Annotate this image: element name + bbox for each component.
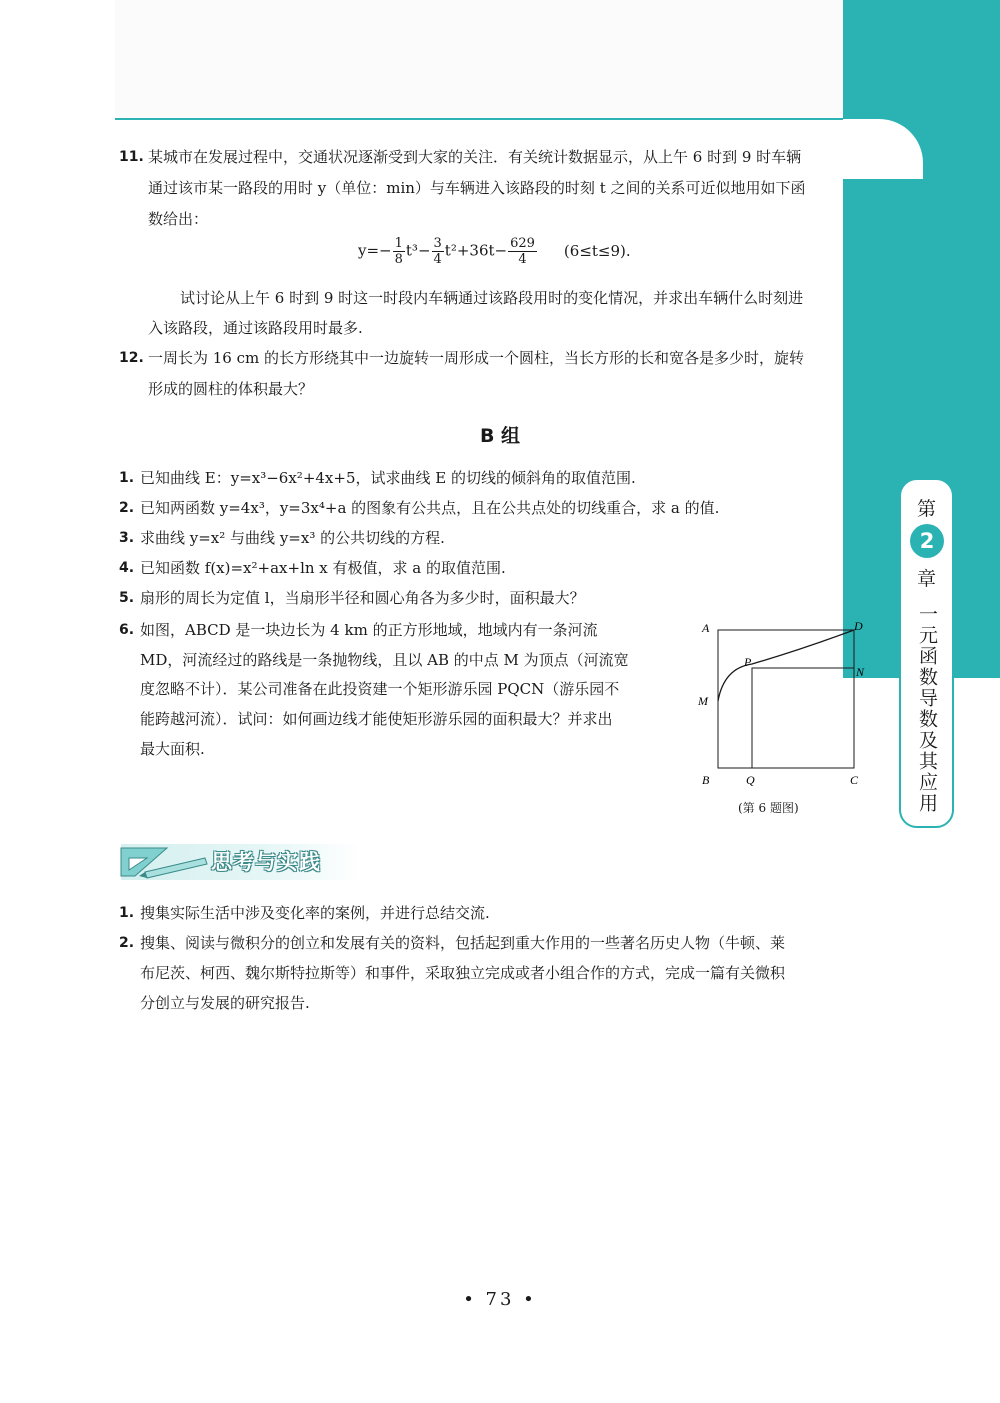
b4-number: 4.	[119, 560, 135, 576]
practice-1-number: 1.	[119, 905, 135, 921]
label-a: A	[702, 621, 710, 635]
label-m: M	[698, 694, 708, 708]
eq-condition: (6≤t≤9).	[563, 241, 631, 260]
b1-text: 已知曲线 E：y=x³−6x²+4x+5，试求曲线 E 的切线的倾斜角的取值范围.	[140, 469, 636, 487]
eq-frac3-num: 629	[510, 236, 535, 251]
eq-frac3-den: 4	[518, 252, 527, 267]
square-river-figure	[690, 612, 870, 792]
eq-frac2-den: 4	[433, 252, 442, 267]
practice-2-line-1: 搜集、阅读与微积分的创立和发展有关的资料，包括起到重大作用的一些著名历史人物（牛顿、莱	[140, 934, 786, 952]
b3-number: 3.	[119, 530, 135, 546]
eq-frac2-num: 3	[433, 236, 442, 251]
chapter-title: 一元函数导数及其应用	[916, 604, 938, 814]
b4-text: 已知函数 f(x)=x²+ax+ln x 有极值，求 a 的取值范围.	[140, 559, 506, 577]
eq-lhs: y=−	[358, 241, 392, 260]
label-q: Q	[746, 773, 755, 787]
b1-number: 1.	[119, 470, 135, 486]
problem-12-line-1: 一周长为 16 cm 的长方形绕其中一边旋转一周形成一个圆柱，当长方形的长和宽各是多少时，旋转	[148, 349, 805, 367]
problem-11-line-2: 通过该市某一路段的用时 y（单位：min）与车辆进入该路段的时刻 t 之间的关系可近似地用如下函	[148, 179, 806, 197]
function-equation	[358, 236, 631, 276]
label-n: N	[856, 665, 865, 679]
practice-2-line-3: 分创立与发展的研究报告.	[140, 994, 310, 1012]
chapter-tab-di: 第	[916, 498, 936, 520]
problem-12-line-2: 形成的圆柱的体积最大？	[148, 380, 314, 398]
label-b: B	[702, 773, 710, 787]
b6-line-4: 能跨越河流）．试问：如何画边线才能使矩形游乐园的面积最大？并求出	[140, 710, 613, 728]
b6-line-5: 最大面积.	[140, 740, 205, 758]
b5-text: 扇形的周长为定值 l，当扇形半径和圆心角各为多少时，面积最大？	[140, 589, 585, 607]
practice-2-line-2: 布尼茨、柯西、魏尔斯特拉斯等）和事件，采取独立完成或者小组合作的方式，完成一篇有关微积	[140, 964, 786, 982]
b6-line-3: 度忽略不计）．某公司准备在此投资建一个矩形游乐园 PQCN（游乐园不	[140, 680, 620, 698]
square-abcd	[718, 630, 854, 768]
figure-caption: (第 6 题图)	[738, 801, 799, 815]
group-b-title: B 组	[479, 425, 521, 447]
b6-line-2: MD，河流经过的路线是一条抛物线，且以 AB 的中点 M 为顶点（河流宽	[140, 651, 629, 669]
problem-11-line-1: 某城市在发展过程中，交通状况逐渐受到大家的关注．有关统计数据显示，从上午 6 时到 9 时车辆	[148, 148, 802, 166]
practice-1-line-1: 搜集实际生活中涉及变化率的案例，并进行总结交流.	[140, 904, 490, 922]
problem-11-number: 11.	[119, 149, 144, 165]
label-p: P	[744, 655, 752, 669]
label-c: C	[850, 773, 859, 787]
chapter-tab-zhang: 章	[916, 568, 936, 590]
b6-line-1: 如图，ABCD 是一块边长为 4 km 的正方形地域，地域内有一条河流	[140, 621, 598, 639]
b2-text: 已知两函数 y=4x³，y=3x⁴+a 的图象有公共点，且在公共点处的切线重合，求 a 的值.	[140, 499, 720, 517]
problem-12-number: 12.	[119, 350, 144, 366]
eq-term2: t²+36t−	[444, 241, 508, 260]
b2-number: 2.	[119, 500, 135, 516]
rectangle-pqcn	[752, 668, 854, 768]
banner-title: 思考与实践	[211, 850, 321, 874]
eq-frac1-num: 1	[394, 236, 403, 251]
chapter-number-badge: 2	[910, 524, 944, 558]
ruler-pencil-icon	[115, 838, 215, 888]
eq-term1: t³−	[405, 241, 431, 260]
practice-2-number: 2.	[119, 935, 135, 951]
page-number: • 73 •	[463, 1289, 537, 1310]
page-header-band	[115, 0, 843, 118]
eq-frac1-den: 8	[394, 252, 403, 267]
b6-number: 6.	[119, 622, 135, 638]
b5-number: 5.	[119, 590, 135, 606]
problem-11-line-3: 数给出：	[148, 210, 209, 228]
problem-11-line-4: 试讨论从上午 6 时到 9 时这一时段内车辆通过该路段用时的变化情况，并求出车辆什么时刻进	[180, 289, 804, 307]
b3-text: 求曲线 y=x² 与曲线 y=x³ 的公共切线的方程.	[140, 529, 445, 547]
chapter-tab	[899, 478, 954, 828]
header-rule	[115, 118, 875, 120]
problem-11-line-5: 入该路段，通过该路段用时最多.	[148, 319, 363, 337]
river-parabola	[718, 630, 854, 701]
label-d: D	[854, 619, 863, 633]
practice-banner	[115, 838, 365, 888]
